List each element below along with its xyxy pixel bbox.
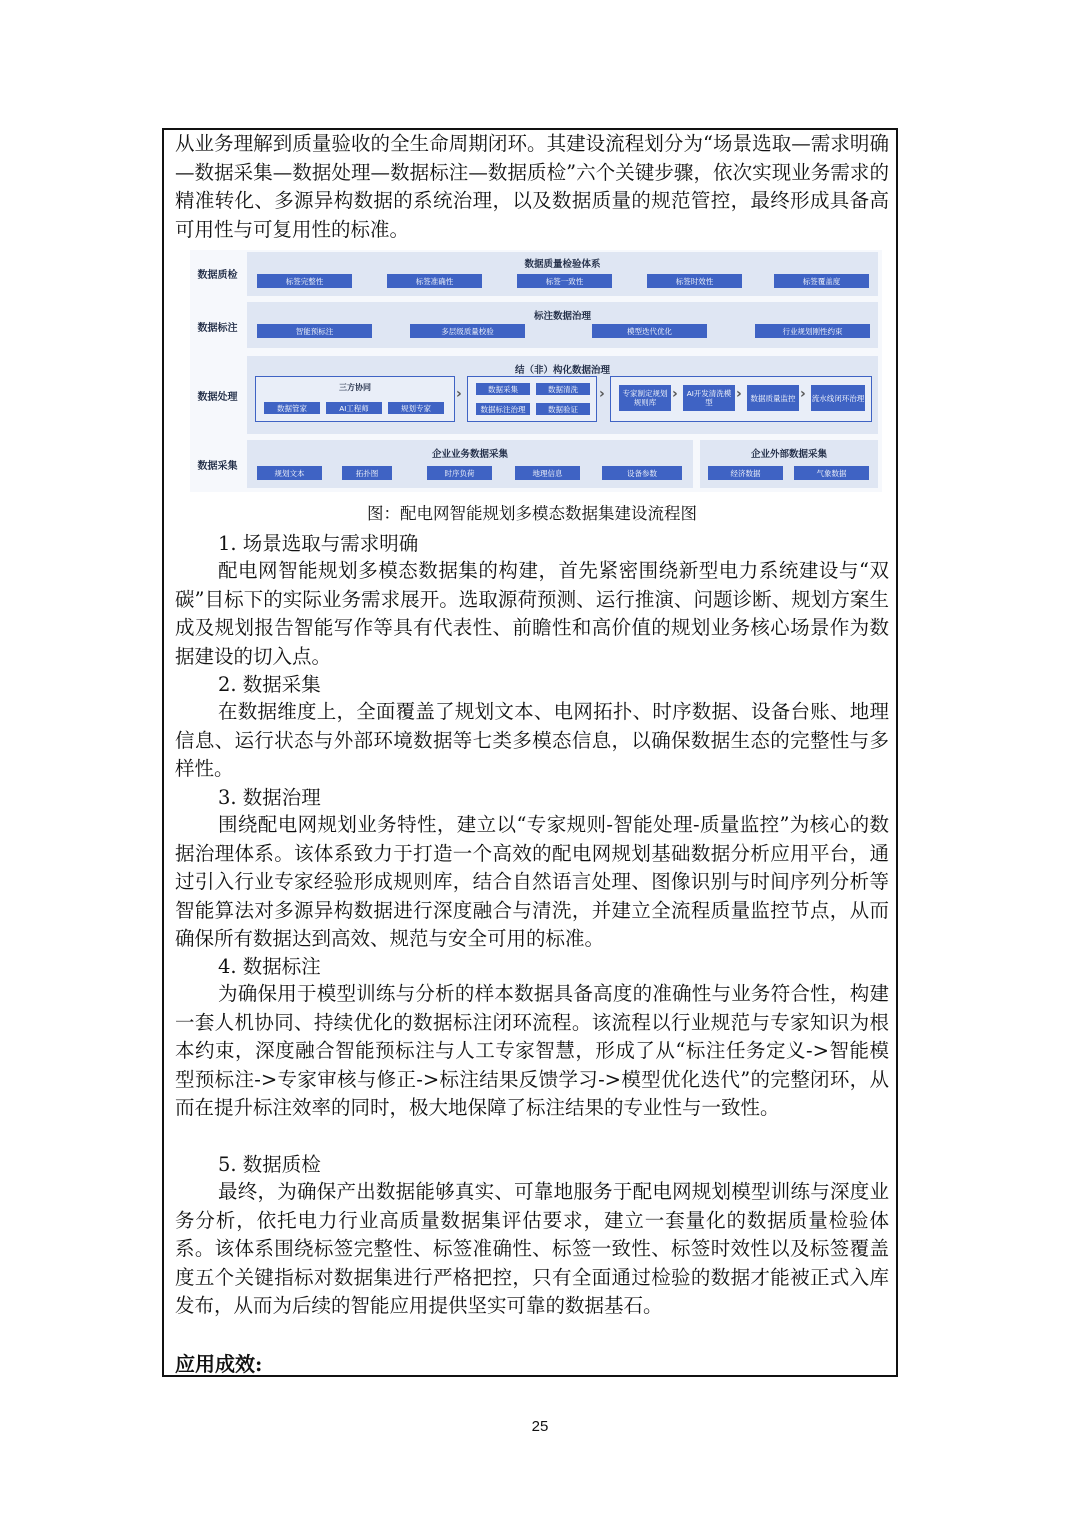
- governance-chip: 数据质量监控: [747, 385, 799, 411]
- chevron-right-icon: ›: [736, 386, 742, 402]
- chevron-right-icon: ›: [456, 386, 462, 402]
- internal-collect-chip: 时序负荷: [427, 466, 492, 480]
- pipeline-chip: 数据验证: [536, 403, 590, 415]
- annotate-chip: 智能预标注: [257, 324, 372, 338]
- quality-chip: 标签准确性: [387, 274, 482, 288]
- process-band: [247, 356, 878, 434]
- annotate-chip: 模型迭代优化: [592, 324, 707, 338]
- quality-band: [247, 252, 878, 296]
- pipeline-chip: 数据标注治理: [476, 403, 530, 415]
- internal-collect-title: 企业业务数据采集: [431, 449, 508, 460]
- pipeline-chip: 数据清洗: [536, 383, 590, 395]
- collab-title: 三方协同: [339, 383, 371, 392]
- governance-chip: 专家制定规划规则库: [619, 385, 671, 411]
- annotate-chip: 多层级质量校验: [410, 324, 525, 338]
- page-number: 25: [531, 1418, 549, 1435]
- quality-chip: 标签一致性: [517, 274, 612, 288]
- internal-collect-chip: 设备参数: [602, 466, 682, 480]
- section-heading-2: 2. 数据采集: [218, 673, 321, 696]
- chevron-right-icon: ›: [800, 386, 806, 402]
- quality-chip: 标签完整性: [257, 274, 352, 288]
- governance-chip: AI开发清洗模型: [683, 385, 735, 411]
- governance-box: [610, 376, 872, 422]
- chevron-right-icon: ›: [599, 386, 605, 402]
- section-heading-4: 4. 数据标注: [218, 955, 321, 978]
- figure-caption: 图：配电网智能规划多模态数据集建设流程图: [367, 504, 697, 523]
- annotate-title: 标注数据治理: [533, 311, 591, 322]
- section-heading-5: 5. 数据质检: [218, 1153, 321, 1176]
- pipeline-chip: 数据采集: [476, 383, 530, 395]
- row-label-process: 数据处理: [197, 392, 238, 403]
- row-label-annotate: 数据标注: [197, 323, 238, 334]
- internal-collect-chip: 地理信息: [515, 466, 580, 480]
- external-collect-title: 企业外部数据采集: [750, 449, 827, 460]
- external-collect-chip: 气象数据: [794, 466, 869, 480]
- quality-chip: 标签时效性: [647, 274, 742, 288]
- section-1-body: 配电网智能规划多模态数据集的构建，首先紧密围绕新型电力系统建设与“双碳”目标下的实际业务需求展开。选取源荷预测、运行推演、问题诊断、规划方案生成及规划报告智能写作等具有代表性、前瞻性和高价值的规划业务核心场景作为数据建设的切入点。: [175, 559, 889, 668]
- collab-box: [255, 376, 455, 422]
- section-3-body: 围绕配电网规划业务特性，建立以“专家规则-智能处理-质量监控”为核心的数据治理体系。该体系致力于打造一个高效的配电网规划基础数据分析应用平台，通过引入行业专家经验形成规则库，结合自然语言处理、图像识别与时间序列分析等智能算法对多源异构数据进行深度融合与清洗，并建立全流程质量监控节点，从而确保所有数据达到高效、规范与安全可用的标准。: [175, 813, 889, 950]
- external-collect-chip: 经济数据: [708, 466, 783, 480]
- internal-collect-band: [247, 440, 693, 488]
- quality-title: 数据质量检验体系: [524, 259, 601, 270]
- collab-chip: AI工程师: [326, 402, 382, 414]
- quality-chip: 标签覆盖度: [774, 274, 869, 288]
- application-results-heading: 应用成效:: [175, 1352, 263, 1376]
- internal-collect-chip: 规划文本: [257, 466, 322, 480]
- annotate-band: [247, 302, 878, 348]
- collab-chip: 数据管家: [264, 402, 320, 414]
- row-label-quality: 数据质检: [197, 270, 238, 281]
- section-2-body: 在数据维度上，全面覆盖了规划文本、电网拓扑、时序数据、设备台账、地理信息、运行状态与外部环境数据等七类多模态信息，以确保数据生态的完整性与多样性。: [175, 700, 889, 780]
- collab-chip: 规划专家: [388, 402, 444, 414]
- section-5-body: 最终，为确保产出数据能够真实、可靠地服务于配电网规划模型训练与深度业务分析，依托电力行业高质量数据集评估要求，建立一套量化的数据质量检验体系。该体系围绕标签完整性、标签准确性、标签一致性、标签时效性以及标签覆盖度五个关键指标对数据集进行严格把控，只有全面通过检验的数据才能被正式入库发布，从而为后续的智能应用提供坚实可靠的数据基石。: [175, 1180, 889, 1317]
- section-4-body: 为确保用于模型训练与分析的样本数据具备高度的准确性与业务符合性，构建一套人机协同、持续优化的数据标注闭环流程。该流程以行业规范与专家知识为根本约束，深度融合智能预标注与人工专家智慧，形成了从“标注任务定义->智能模型预标注->专家审核与修正->标注结果反馈学习->模型优化迭代”的完整闭环，从而在提升标注效率的同时，极大地保障了标注结果的专业性与一致性。: [175, 982, 889, 1119]
- section-heading-1: 1. 场景选取与需求明确: [218, 532, 419, 555]
- flow-diagram: [190, 250, 882, 492]
- external-collect-band: [700, 440, 878, 488]
- pipeline-box: [467, 376, 597, 422]
- section-heading-3: 3. 数据治理: [218, 786, 321, 809]
- process-title: 结（非）构化数据治理: [514, 365, 610, 376]
- intro-paragraph: 从业务理解到质量验收的全生命周期闭环。其建设流程划分为“场景选取—需求明确—数据采集—数据处理—数据标注—数据质检”六个关键步骤，依次实现业务需求的精准转化、多源异构数据的系统治理，以及数据质量的规范管控，最终形成具备高可用性与可复用性的标准。: [175, 132, 889, 241]
- annotate-chip: 行业规划刚性约束: [755, 324, 870, 338]
- chevron-right-icon: ›: [672, 386, 678, 402]
- internal-collect-chip: 拓扑图: [342, 466, 392, 480]
- governance-chip: 流水线闭环治理: [811, 385, 865, 411]
- row-label-collect: 数据采集: [197, 461, 238, 472]
